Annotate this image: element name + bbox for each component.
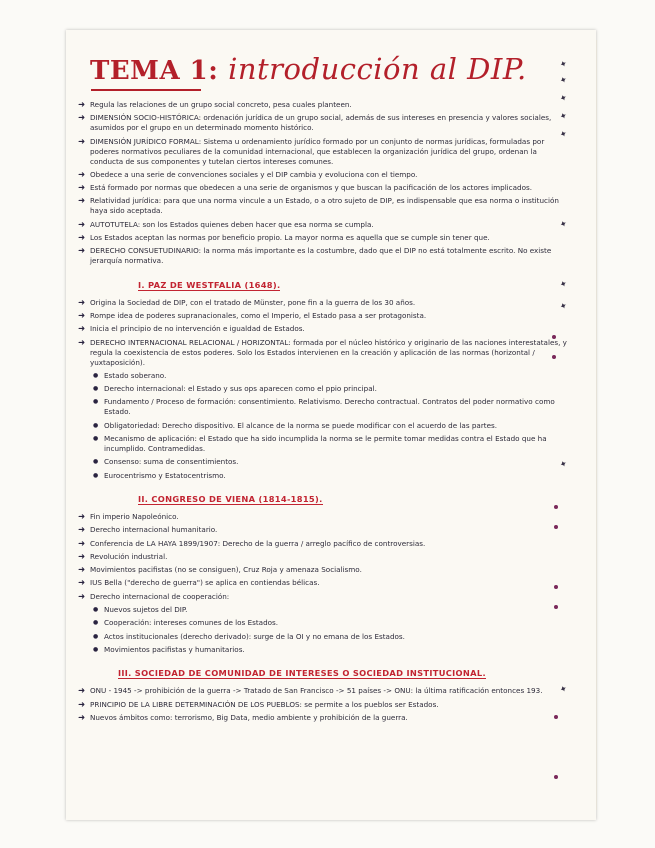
list-item-text: Fin imperio Napoleónico. [90, 511, 179, 521]
arrow-bullet-icon: ➜ [78, 686, 86, 697]
arrow-bullet-icon: ➜ [78, 591, 86, 602]
section-heading-sociedad: III. SOCIEDAD DE COMUNIDAD DE INTERESES O SOCIEDAD INSTITUCIONAL. [118, 668, 486, 679]
dot-bullet-icon: ● [93, 471, 99, 479]
dot-mark-icon [554, 775, 558, 779]
list-item-text: Relatividad jurídica: para que una norma vincule a un Estado, o a otro sujeto de DIP, es indispensable que esa norma o institución haya sido aceptada. [90, 196, 559, 216]
list-item [78, 700, 568, 710]
dot-bullet-icon: ● [93, 398, 99, 406]
arrow-bullet-icon: ➜ [78, 324, 86, 335]
list-item-text: Mecanismo de aplicación: el Estado que ha sido incumplida la norma se le permite tomar medidas contra el Estado que ha incumplido. Contramedidas. [104, 434, 547, 454]
pencil-mark-icon: ✦ [558, 92, 570, 106]
dot-bullet-icon: ● [93, 632, 99, 640]
page-title [90, 52, 527, 86]
arrow-bullet-icon: ➜ [78, 525, 86, 536]
list-item-text: Fundamento / Proceso de formación: consentimiento. Relativismo. Derecho contractual. Contratos del poder normativo como Estado. [104, 397, 555, 417]
list-item [78, 110, 570, 133]
list-item [78, 539, 568, 549]
dot-bullet-icon: ● [93, 371, 99, 379]
sub-list-item [78, 605, 568, 615]
arrow-bullet-icon: ➜ [78, 511, 86, 522]
sub-list-item [78, 434, 568, 454]
dot-bullet-icon: ● [93, 385, 99, 393]
list-item [78, 233, 568, 243]
list-item [78, 220, 568, 230]
arrow-bullet-icon: ➜ [78, 183, 86, 194]
arrow-bullet-icon: ➜ [78, 246, 86, 257]
title-prefix: TEMA 1: [90, 56, 219, 86]
list-item-text: Rompe idea de poderes supranacionales, como el Imperio, el Estado pasa a ser protagonista. [90, 310, 427, 320]
dot-bullet-icon: ● [93, 606, 99, 614]
list-item-text: Conferencia de LA HAYA 1899/1907: Derecho de la guerra / arreglo pacífico de controversias. [90, 538, 426, 548]
arrow-bullet-icon: ➜ [78, 699, 86, 710]
list-item [78, 137, 568, 167]
list-item-text: Movimientos pacifistas (no se consiguen), Cruz Roja y amenaza Socialismo. [90, 565, 362, 575]
list-item-text: Obligatoriedad: Derecho dispositivo. El alcance de la norma se puede modificar con el acuerdo de las partes. [104, 420, 498, 430]
sub-list-item [78, 371, 568, 381]
list-item-text: Estado soberano. [104, 370, 167, 380]
arrow-bullet-icon: ➜ [78, 310, 86, 321]
list-item-text: DERECHO CONSUETUDINARIO: la norma más importante es la costumbre, dado que el DIP no está totalmente escrito. No existe jerarquía normativa. [90, 246, 552, 266]
list-item [78, 170, 568, 180]
sub-list-item [78, 618, 568, 628]
pencil-mark-icon: ✦ [558, 128, 570, 142]
sub-list-item [78, 421, 568, 431]
list-item-text: Derecho internacional humanitario. [90, 525, 218, 535]
pencil-mark-icon: ✦ [558, 278, 570, 292]
arrow-bullet-icon: ➜ [78, 196, 86, 207]
list-item-text: DERECHO INTERNACIONAL RELACIONAL / HORIZONTAL: formada por el núcleo histórico y originario de las naciones interestatales, y regula la coexistencia de estos poderes. Solo los Estados intervienen en la creación y aplicación de las normas (horizontal / yuxtaposición). [90, 337, 567, 367]
list-item-text: Nuevos ámbitos como: terrorismo, Big Data, medio ambiente y prohibición de la guerra. [90, 712, 408, 722]
list-item [78, 324, 568, 334]
westfalia-list [78, 298, 568, 368]
arrow-bullet-icon: ➜ [78, 136, 86, 147]
dot-bullet-icon: ● [93, 435, 99, 443]
list-item-text: Consenso: suma de consentimientos. [104, 457, 239, 467]
pencil-mark-icon: ✦ [558, 458, 570, 472]
list-item-text: Regula las relaciones de un grupo social concreto, pesa cuales planteen. [90, 100, 352, 109]
dot-bullet-icon: ● [93, 458, 99, 466]
list-item-text: AUTOTUTELA: son los Estados quienes deben hacer que esa norma se cumpla. [90, 219, 374, 229]
dot-bullet-icon: ● [93, 645, 99, 653]
pencil-mark-icon: ✦ [558, 300, 570, 314]
arrow-bullet-icon: ➜ [78, 100, 86, 110]
list-item-text: Obedece a una serie de convenciones sociales y el DIP cambia y evoluciona con el tiempo. [90, 169, 418, 179]
list-item-text: Actos institucionales (derecho derivado): surge de la OI y no emana de los Estados. [104, 631, 405, 641]
list-item-text: Derecho internacional de cooperación: [90, 591, 230, 601]
viena-sublist [78, 605, 568, 655]
list-item [78, 552, 568, 562]
westfalia-sublist [78, 371, 568, 481]
arrow-bullet-icon: ➜ [78, 297, 86, 308]
list-item-text: Está formado por normas que obedecen a una serie de organismos y que buscan la pacificación de los actores implicados. [90, 183, 533, 193]
sub-list-item [78, 645, 568, 655]
title-underline [91, 89, 201, 91]
sub-list-item [78, 632, 568, 642]
list-item-text: PRINCIPIO DE LA LIBRE DETERMINACIÓN DE LOS PUEBLOS: se permite a los pueblos ser Estados. [90, 699, 439, 709]
viena-list [78, 512, 568, 602]
list-item [78, 338, 568, 368]
list-item-text: Los Estados aceptan las normas por beneficio propio. La mayor norma es aquella que se cumple sin tener que. [90, 233, 490, 243]
section-heading-westfalia: I. PAZ DE WESTFALIA (1648). [138, 279, 281, 290]
pencil-mark-icon: ✦ [558, 218, 570, 232]
arrow-bullet-icon: ➜ [78, 565, 86, 576]
list-item [78, 713, 568, 723]
notes-content [78, 100, 568, 726]
list-item-text: DIMENSIÓN SOCIO-HISTÓRICA: ordenación jurídica de un grupo social, además de sus intereses en presencia y valores sociales, asumidos por el grupo en un determinado momento histórico. [90, 113, 552, 133]
list-item [78, 578, 568, 588]
list-item [78, 565, 568, 575]
list-item [78, 196, 568, 216]
arrow-bullet-icon: ➜ [78, 113, 86, 124]
list-item [78, 183, 568, 193]
list-item [78, 592, 568, 602]
list-item-text: ONU - 1945 -> prohibición de la guerra -> Tratado de San Francisco -> 51 países -> ONU: la última ratificación entonces 193. [90, 686, 543, 696]
list-item [78, 512, 568, 522]
sub-list-item [78, 471, 568, 481]
section-heading-viena: II. CONGRESO DE VIENA (1814-1815). [138, 493, 323, 504]
arrow-bullet-icon: ➜ [78, 551, 86, 562]
list-item-text: Eurocentrismo y Estatocentrismo. [104, 470, 226, 480]
arrow-bullet-icon: ➜ [78, 219, 86, 230]
arrow-bullet-icon: ➜ [78, 538, 86, 549]
dot-bullet-icon: ● [93, 619, 99, 627]
list-item [78, 311, 568, 321]
list-item-text: DIMENSIÓN JURÍDICO FORMAL: Sistema u ordenamiento jurídico formado por un conjunto de normas jurídicas, formuladas por poderes normativos peculiares de la comunidad internacional, que establecen la organización jurídica del grupo, ordenan la conducta de sus componentes y tutelan ciertos intereses comunes. [90, 136, 545, 166]
list-item-text: Nuevos sujetos del DIP. [104, 605, 188, 615]
arrow-bullet-icon: ➜ [78, 578, 86, 589]
dot-bullet-icon: ● [93, 421, 99, 429]
sociedad-list [78, 683, 570, 723]
list-item [78, 683, 570, 697]
arrow-bullet-icon: ➜ [78, 233, 86, 244]
pencil-mark-icon: ✦ [558, 74, 570, 88]
list-item [78, 525, 568, 535]
list-item-text: Revolución industrial. [90, 551, 168, 561]
sub-list-item [78, 457, 568, 467]
pencil-mark-icon: ✦ [558, 110, 570, 124]
sub-list-item [78, 384, 568, 394]
pencil-mark-icon: ✦ [558, 683, 570, 697]
arrow-bullet-icon: ➜ [78, 712, 86, 723]
list-item-text: Cooperación: intereses comunes de los Estados. [104, 618, 279, 628]
intro-list [78, 100, 568, 266]
list-item [78, 246, 568, 266]
arrow-bullet-icon: ➜ [78, 337, 86, 348]
list-item [78, 298, 568, 308]
list-item-text: Derecho internacional: el Estado y sus ops aparecen como el ppio principal. [104, 384, 377, 394]
list-item-text: Inicia el principio de no intervención e igualdad de Estados. [90, 324, 305, 334]
sub-list-item [78, 397, 568, 417]
list-item-text: Origina la Sociedad de DIP, con el tratado de Münster, pone fin a la guerra de los 30 años. [90, 297, 416, 307]
list-item-text: IUS Bella ("derecho de guerra") se aplica en contiendas bélicas. [90, 578, 320, 588]
pencil-mark-icon: ✦ [558, 58, 570, 72]
title-main: introducción al DIP. [228, 52, 527, 86]
arrow-bullet-icon: ➜ [78, 169, 86, 180]
list-item [78, 100, 568, 110]
list-item-text: Movimientos pacifistas y humanitarios. [104, 644, 245, 654]
